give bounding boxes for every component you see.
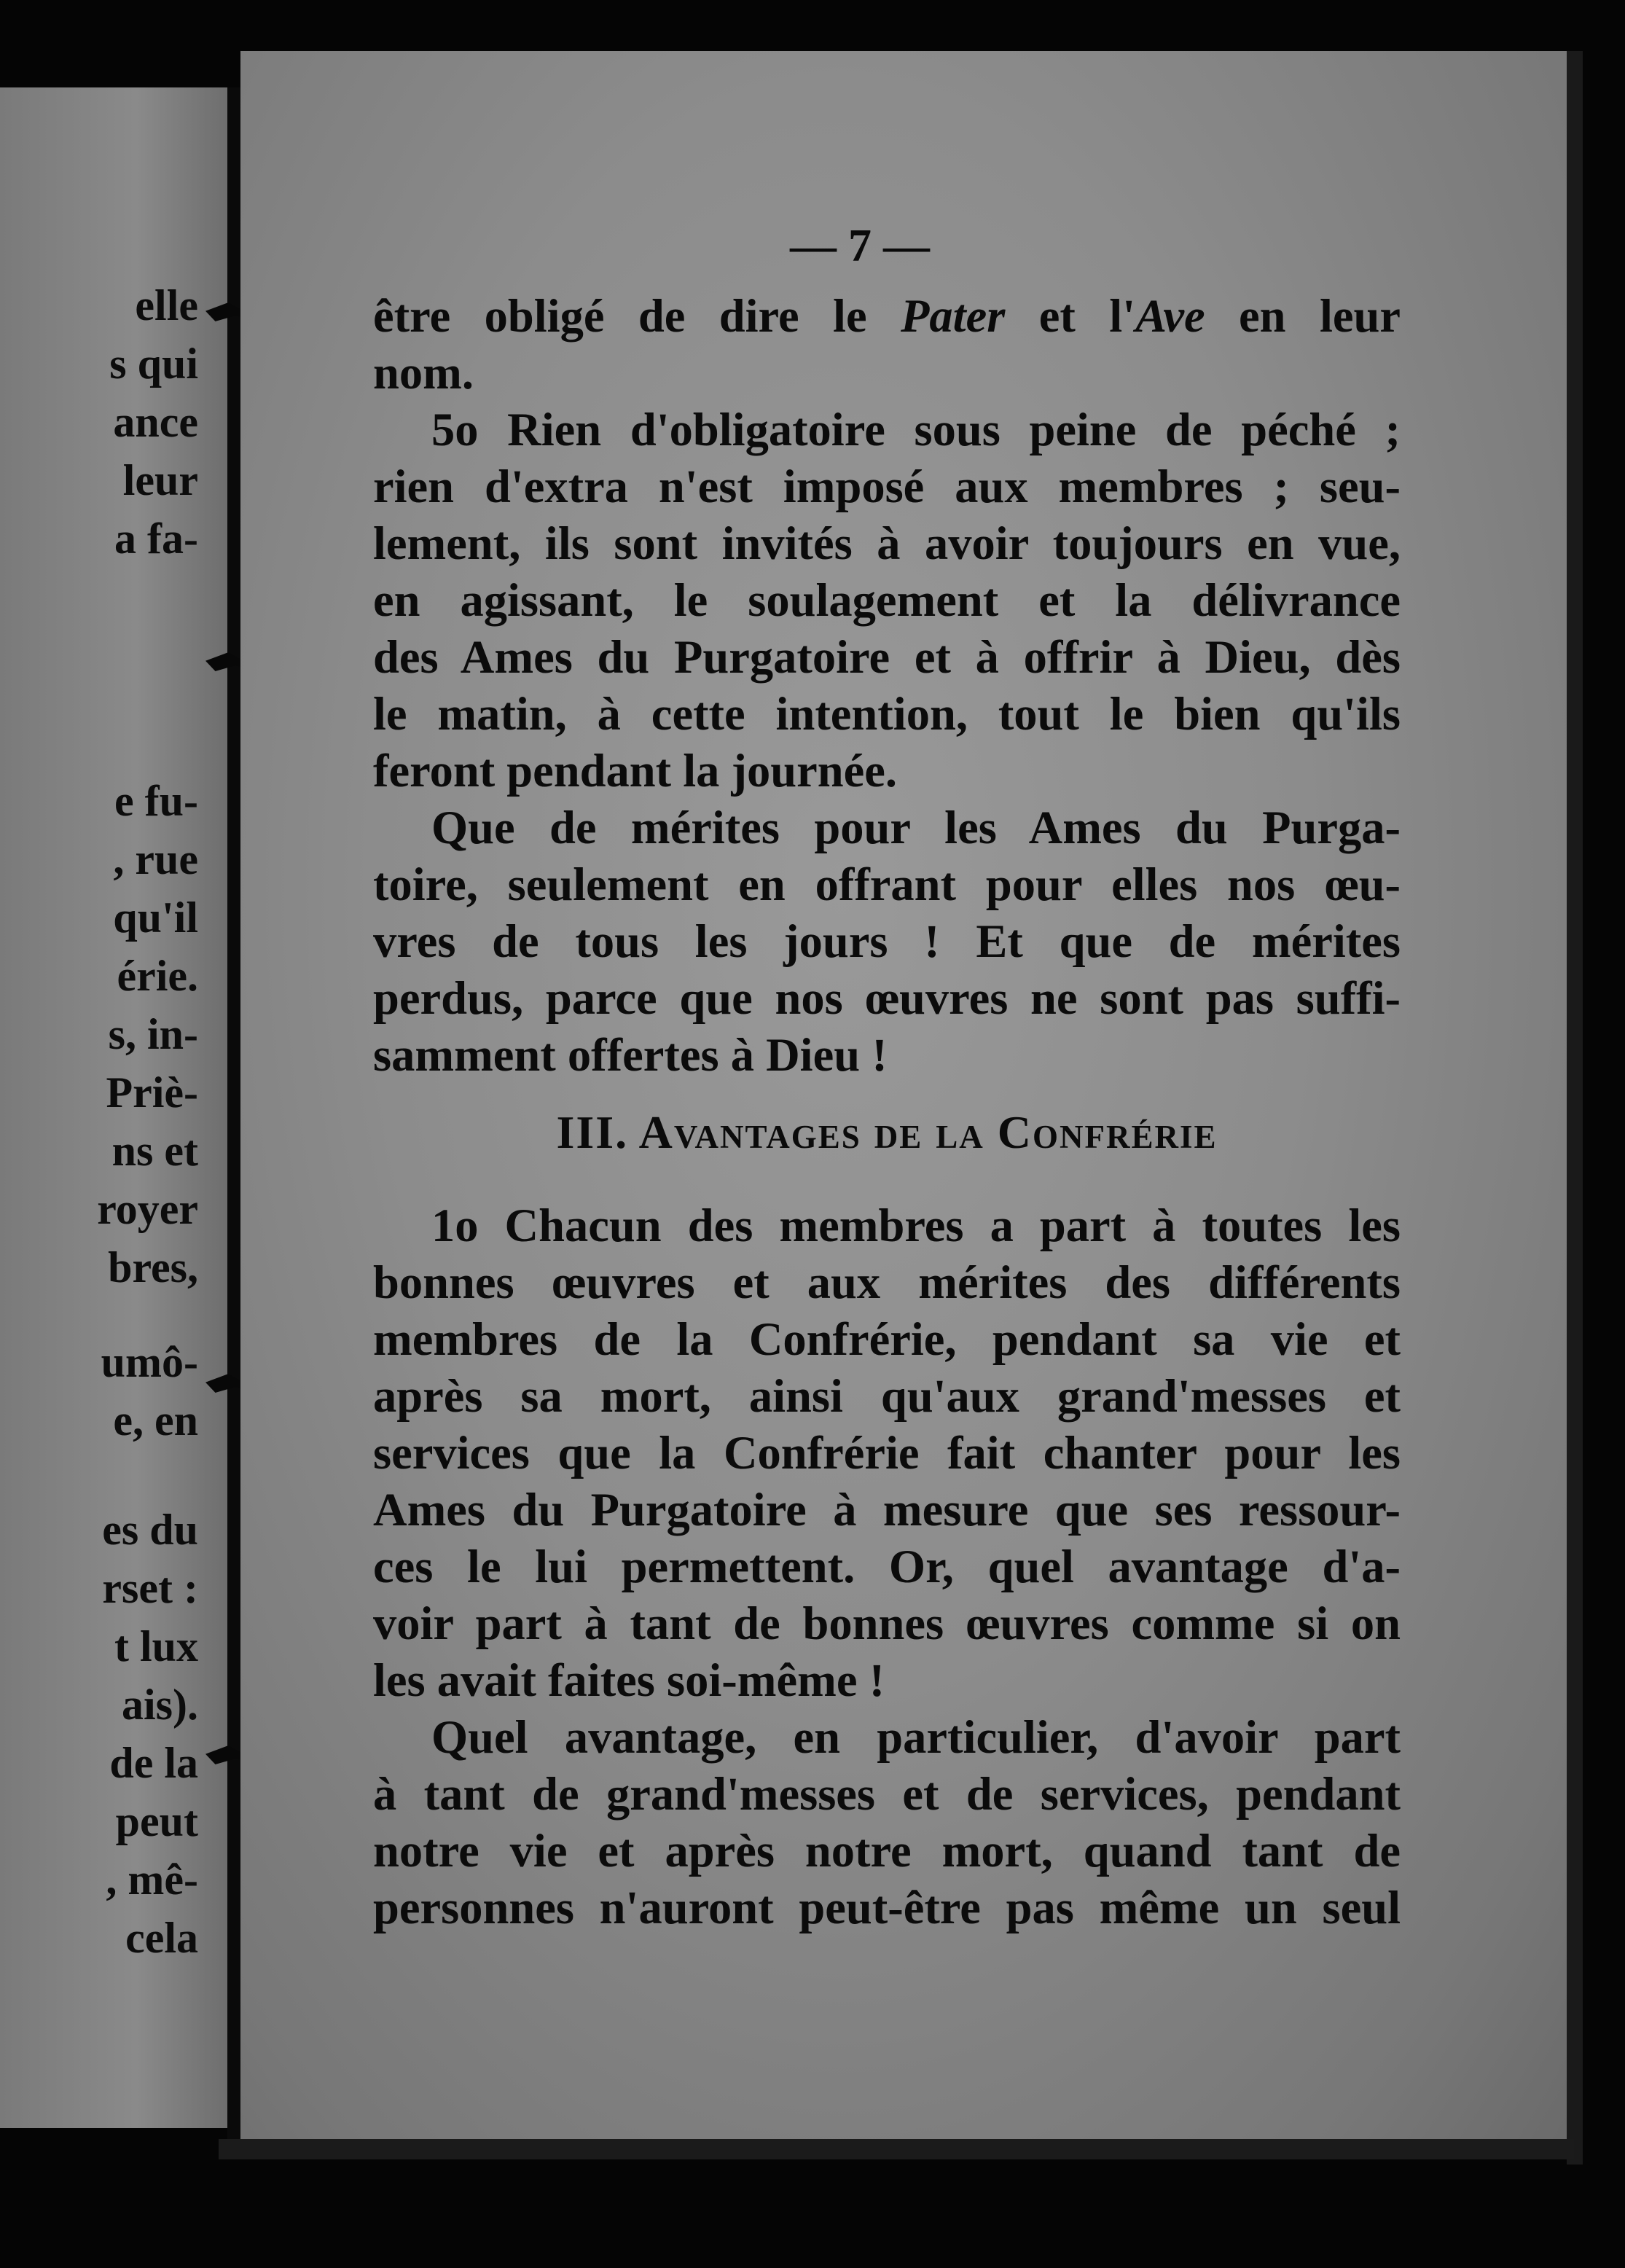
text-line: bonnes œuvres et aux mérites des différents [373, 1256, 1401, 1308]
left-page-line: a fa- [114, 515, 198, 563]
text-line: Quel avantage, en particulier, d'avoir part [431, 1711, 1401, 1763]
book-spine [227, 87, 240, 2143]
left-page-line: ance [113, 398, 198, 446]
text-line: les avait faites soi-même ! [373, 1654, 885, 1706]
text-line: être obligé de dire le Pater et l'Ave en leur [373, 290, 1401, 342]
left-page-line: es du [102, 1506, 198, 1554]
left-page-line: t lux [114, 1622, 198, 1670]
left-page-line: leur [122, 456, 198, 504]
left-page-line: érie. [117, 952, 198, 1000]
left-page-line: , mê- [106, 1856, 198, 1904]
left-page-line: e fu- [114, 777, 198, 825]
text-line: toire, seulement en offrant pour elles nos œu- [373, 859, 1401, 910]
page-edge [1567, 51, 1583, 2165]
text-line: en agissant, le soulagement et la délivrance [373, 574, 1401, 626]
text-line: après sa mort, ainsi qu'aux grand'messes et [373, 1370, 1401, 1422]
text-line: ces le lui permettent. Or, quel avantage d'a- [373, 1541, 1401, 1592]
text-line: rien d'extra n'est imposé aux membres ; seu- [373, 461, 1401, 512]
text-line: Ames du Purgatoire à mesure que ses ressour- [373, 1484, 1401, 1536]
left-page-line: royer [97, 1185, 198, 1233]
left-page-line: e, en [113, 1396, 198, 1444]
text-line: samment offertes à Dieu ! [373, 1029, 888, 1081]
text-line: 5o Rien d'obligatoire sous peine de péché ; [431, 404, 1401, 455]
left-page-line: Priè- [106, 1068, 198, 1117]
left-page-line: , rue [113, 835, 198, 883]
left-page-line: qu'il [113, 893, 198, 942]
text-line: feront pendant la journée. [373, 745, 898, 797]
left-page-line: elle [135, 281, 198, 329]
left-page-fragment [0, 87, 227, 2128]
text-line: lement, ils sont invités à avoir toujours en vue, [373, 517, 1401, 569]
text-line: vres de tous les jours ! Et que de mérites [373, 915, 1401, 967]
text-line: des Ames du Purgatoire et à offrir à Dieu, dès [373, 631, 1401, 683]
text-line: le matin, à cette intention, tout le bien qu'ils [373, 688, 1401, 740]
page-bottom-edge [219, 2139, 1574, 2159]
text-line: nom. [373, 347, 474, 399]
text-line: notre vie et après notre mort, quand tant de [373, 1825, 1401, 1877]
left-page-line: umô- [101, 1338, 198, 1386]
left-page-line: rset : [102, 1564, 198, 1612]
left-page-line: s qui [109, 340, 198, 388]
text-line: services que la Confrérie fait chanter pour les [373, 1427, 1401, 1479]
text-line: voir part à tant de bonnes œuvres comme si on [373, 1598, 1401, 1649]
left-page-line: cela [125, 1914, 198, 1962]
text-line: perdus, parce que nos œuvres ne sont pas suffi- [373, 972, 1401, 1024]
text-line: personnes n'auront peut-être pas même un seul [373, 1882, 1401, 1933]
left-page-line: de la [109, 1739, 198, 1787]
page-number: — 7 — [790, 219, 930, 271]
text-line: Que de mérites pour les Ames du Purga- [431, 802, 1401, 853]
left-page-line: s, in- [108, 1010, 198, 1058]
left-page-line: ais). [122, 1681, 198, 1729]
text-line: 1o Chacun des membres a part à toutes les [431, 1200, 1401, 1251]
left-page-line: bres, [108, 1243, 198, 1291]
left-page-line: peut [115, 1797, 198, 1845]
text-line: membres de la Confrérie, pendant sa vie et [373, 1313, 1401, 1365]
left-page-line: ns et [111, 1127, 198, 1175]
body-text [373, 288, 1401, 1936]
section-heading: III. Avantages de la Confrérie [556, 1106, 1218, 1158]
text-line: à tant de grand'messes et de services, pendant [373, 1768, 1401, 1820]
